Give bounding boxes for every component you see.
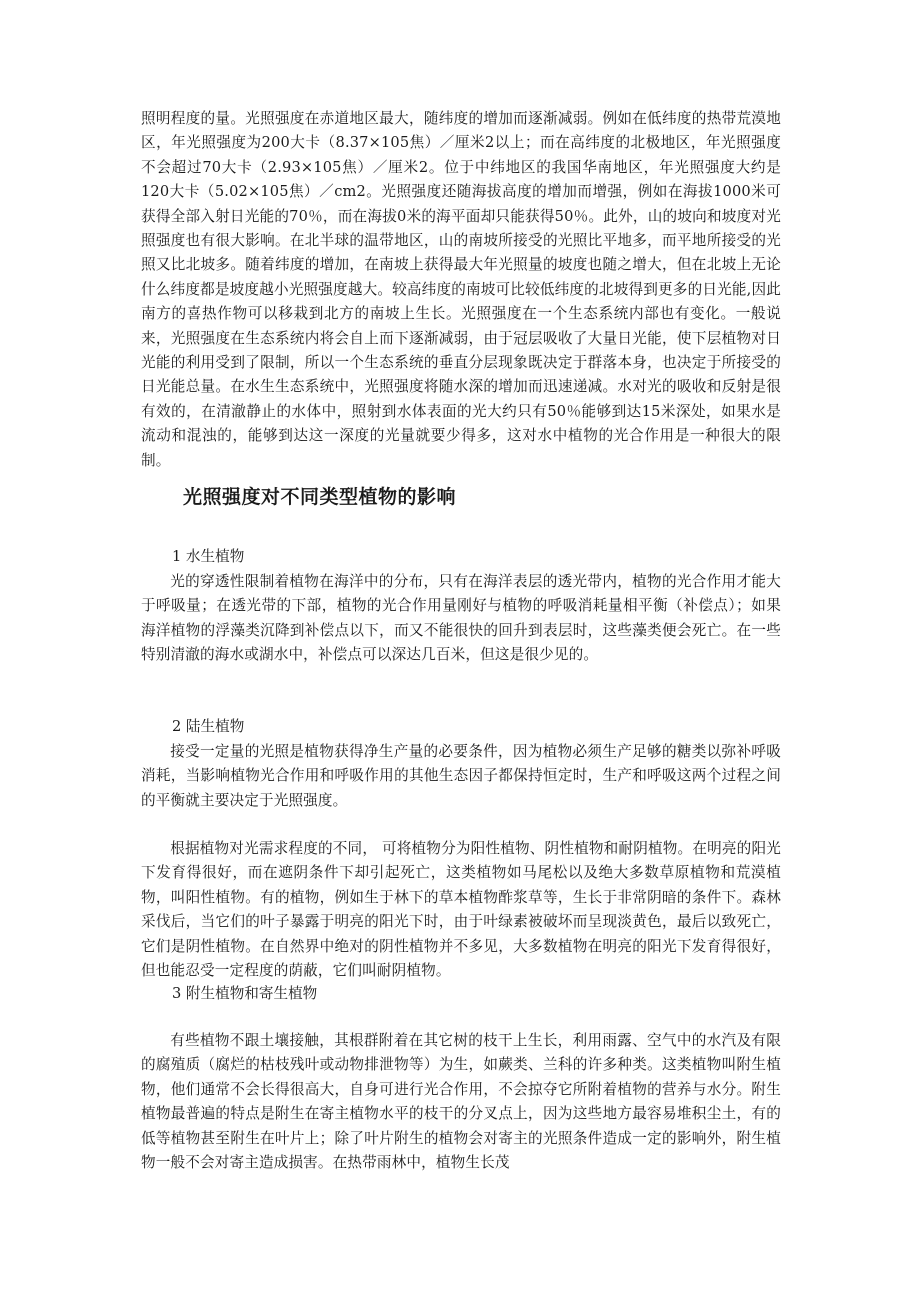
intro-paragraph: 照明程度的量。光照强度在赤道地区最大，随纬度的增加而逐渐减弱。例如在低纬度的热带荒漠地区，年光照强度为200大卡（8.37×105焦）／厘米2以上；而在高纬度的北极地区，年光照强度不会超过70大卡（2.93×105焦）／厘米2。位于中纬地区的我国华南地区，年光照强度大约是120大卡（5.02×105焦）／cm2。光照强度还随海拔高度的增加而增强，例如在海拔1000米可获得全部入射日光能的70％，而在海拔0米的海平面却只能获得50％。此外，山的坡向和坡度对光照强度也有很大影响。在北半球的温带地区，山的南坡所接受的光照比平地多，而平地所接受的光照又比北坡多。随着纬度的增加，在南坡上获得最大年光照量的坡度也随之增大，但在北坡上无论什么纬度都是坡度越小光照强度越大。较高纬度的南坡可比较低纬度的北坡得到更多的日光能,因此南方的喜热作物可以移栽到北方的南坡上生长。光照强度在一个生态系统内部也有变化。一般说来，光照强度在生态系统内将会自上而下逐渐减弱，由于冠层吸收了大量日光能，使下层植物对日光能的利用受到了限制，所以一个生态系统的垂直分层现象既决定于群落本身，也决定于所接受的日光能总量。在水生生态系统中，光照强度将随水深的增加而迅速递减。水对光的吸收和反射是很有效的，在清澈静止的水体中，照射到水体表面的光大约只有50％能够到达15米深处，如果水是流动和混浊的，能够到达这一深度的光量就要少得多，这对水中植物的光合作用是一种很大的限制。 bbox=[141, 110, 781, 469]
section3-heading: 3 附生植物和寄生植物 bbox=[172, 985, 318, 1002]
section2-paragraph-2: 根据植物对光需求程度的不同， 可将植物分为阳性植物、阴性植物和耐阴植物。在明亮的阳光下发育得很好，而在遮阴条件下却引起死亡，这类植物如马尾松以及绝大多数草原植物和荒漠植物，叫阳性植物。有的植物，例如生于林下的草本植物酢浆草等，生长于非常阴暗的条件下。森林采伐后，当它们的叶子暴露于明亮的阳光下时，由于叶绿素被破坏而呈现淡黄色，最后以致死亡，它们是阴性植物。在自然界中绝对的阴性植物并不多见，大多数植物在明亮的阳光下发育得很好，但也能忍受一定程度的荫蔽，它们叫耐阴植物。 bbox=[141, 840, 781, 980]
section-title: 光照强度对不同类型植物的影响 bbox=[183, 486, 457, 508]
section2-heading: 2 陆生植物 bbox=[172, 718, 245, 735]
section1-paragraph: 光的穿透性限制着植物在海洋中的分布，只有在海洋表层的透光带内，植物的光合作用才能大于呼吸量；在透光带的下部，植物的光合作用量刚好与植物的呼吸消耗量相平衡（补偿点）；如果海洋植物的浮藻类沉降到补偿点以下，而又不能很快的回升到表层时，这些藻类便会死亡。在一些特别清澈的海水或湖水中，补偿点可以深达几百米，但这是很少见的。 bbox=[141, 573, 781, 664]
section2-paragraph-1: 接受一定量的光照是植物获得净生产量的必要条件，因为植物必须生产足够的糖类以弥补呼吸消耗，当影响植物光合作用和呼吸作用的其他生态因子都保持恒定时，生产和呼吸这两个过程之间的平衡就主要决定于光照强度。 bbox=[141, 743, 781, 809]
section3-paragraph: 有些植物不跟土壤接触，其根群附着在其它树的枝干上生长，利用雨露、空气中的水汽及有限的腐殖质（腐烂的枯枝残叶或动物排泄物等）为生，如蕨类、兰科的许多种类。这类植物叫附生植物，他们通常不会长得很高大，自身可进行光合作用，不会掠夺它所附着植物的营养与水分。附生植物最普遍的特点是附生在寄主植物水平的枝干的分叉点上，因为这些地方最容易堆积尘土，有的低等植物甚至附生在叶片上；除了叶片附生的植物会对寄主的光照条件造成一定的影响外，附生植物一般不会对寄主造成损害。在热带雨林中，植物生长茂 bbox=[141, 1032, 781, 1172]
section1-heading: 1 水生植物 bbox=[172, 548, 245, 565]
